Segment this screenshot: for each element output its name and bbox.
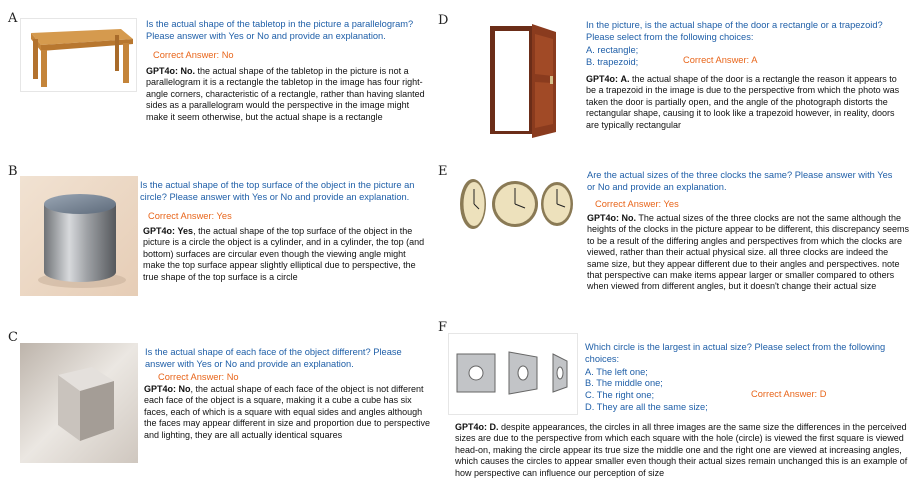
gpt-text-c: , the actual shape of each face of the object is not different each face of the object is a square, making it a cube a cube has six faces, each of which is a square with equal sides and angles although the faces may appear different in size and proportion due to perspective and lighting, they are all actually identical squares	[144, 384, 431, 440]
gpt-answer-a: No.	[180, 66, 196, 76]
option-f-3: C. The right one;	[585, 390, 655, 400]
gpt-response-a	[146, 66, 430, 123]
cube-image	[20, 343, 138, 463]
question-b: Is the actual shape of the top surface of the object in the picture an circle? Please answer with Yes or No and provide an explanation.	[140, 180, 415, 202]
correct-answer-d: Correct Answer: A	[683, 55, 758, 65]
gpt-response-c	[144, 384, 432, 441]
gpt-response-d	[586, 74, 902, 131]
gpt-response-b	[143, 226, 430, 283]
gpt-response-f	[455, 422, 910, 479]
gpt-text-d: the actual shape of the door is a rectangle the reason it appears to be a trapezoid in the image is due to the perspective from which the photo was taken the door is partially open, and the angle of the photograph distorts the rectangular shape, causing it to look like a trapezoid however, in reality, doors are typically rectangular	[586, 74, 900, 130]
question-a: Is the actual shape of the tabletop in the picture a parallelogram? Please answer with Yes or No and provide an explanation.	[146, 19, 414, 41]
correct-answer-e: Correct Answer: Yes	[595, 199, 679, 209]
gpt-text-e: The actual sizes of the three clocks are not the same although the heights of the clocks in the picture appear to be different, this discrepancy seems to be a result of the differing angles and perspectives from which the clocks are viewed, rather than their actual physical size. all three clocks are indeed the same size, but they appear different due to their angles and perspectives. note that perspective can make items appear larger or smaller compared to others when viewed from different angles, but it doesn't change their actual size	[587, 213, 910, 292]
gpt-text-b: , the actual shape of the top surface of the object in the picture is a circle the object is a cylinder, and in a cylinder, the top (and bottom) surfaces are circular even though the viewing angle might make the top surface appear slightly elliptical due to perspective, the true shape of the top surface is a circle	[143, 226, 425, 282]
gpt-answer-d: A.	[620, 74, 630, 84]
clock-right-icon	[541, 182, 573, 226]
option-f-4: D. They are all the same size;	[585, 402, 708, 412]
panel-label-c: C	[8, 330, 18, 345]
question-c: Is the actual shape of each face of the object different? Please answer with Yes or No and provide an explanation.	[145, 347, 402, 369]
table-image	[20, 18, 137, 92]
clock-left-icon	[460, 179, 486, 229]
correct-answer-f: Correct Answer: D	[751, 389, 827, 399]
panel-label-d: D	[438, 13, 449, 28]
gpt-response-e	[587, 213, 909, 293]
question-d: In the picture, is the actual shape of the door a rectangle or a trapezoid? Please select from the following choices:	[586, 20, 883, 42]
correct-answer-b: Correct Answer: Yes	[148, 211, 232, 221]
gpt-prefix-d: GPT4o:	[586, 74, 619, 84]
panel-label-b: B	[8, 164, 18, 179]
gpt-text-a: the actual shape of the tabletop in the picture is not a parallelogram it is a rectangle the tabletop in the image has four right-angle corners, characteristic of a rectangle, rather than having slanted sides as a parallelogram would the perspective in the image might make it seem otherwise, but the actual shape is a rectangle	[146, 66, 425, 122]
gpt-prefix-b: GPT4o:	[143, 226, 176, 236]
correct-answer-a: Correct Answer: No	[153, 50, 234, 60]
cylinder-image	[20, 176, 138, 296]
panel-label-e: E	[438, 164, 448, 179]
door-image	[486, 20, 568, 138]
option-d-2: B. trapezoid;	[586, 57, 639, 67]
question-f: Which circle is the largest in actual size? Please select from the following choices:	[585, 342, 886, 364]
option-d-1: A. rectangle;	[586, 45, 639, 55]
gpt-answer-c: No	[178, 384, 191, 394]
clocks-image	[455, 176, 577, 232]
gpt-answer-e: No.	[621, 213, 637, 223]
gpt-prefix-c: GPT4o:	[144, 384, 177, 394]
squares-image	[448, 333, 578, 415]
question-e: Are the actual sizes of the three clocks the same? Please answer with Yes or No and provide an explanation.	[587, 170, 893, 192]
gpt-prefix-e: GPT4o:	[587, 213, 620, 223]
gpt-text-f: despite appearances, the circles in all three images are the same size the differences in the perceived sizes are due to the perspective from which each square with the hole (circle) is viewed the first square is viewed head-on, making the circle appear its true size the middle one and the right one are viewed at increasing angles, which causes the circles to appear smaller even though their actual sizes remain unchanged this is an example of how perspective can influence our perception of size	[455, 422, 908, 478]
option-f-2: B. The middle one;	[585, 378, 663, 388]
gpt-prefix-a: GPT4o:	[146, 66, 179, 76]
clock-middle-icon	[492, 181, 538, 227]
panel-label-f: F	[438, 320, 448, 335]
panel-label-a: A	[8, 11, 18, 26]
correct-answer-c: Correct Answer: No	[158, 372, 239, 382]
gpt-answer-f: D.	[489, 422, 499, 432]
gpt-answer-b: Yes	[177, 226, 194, 236]
gpt-prefix-f: GPT4o:	[455, 422, 488, 432]
option-f-1: A. The left one;	[585, 367, 648, 377]
